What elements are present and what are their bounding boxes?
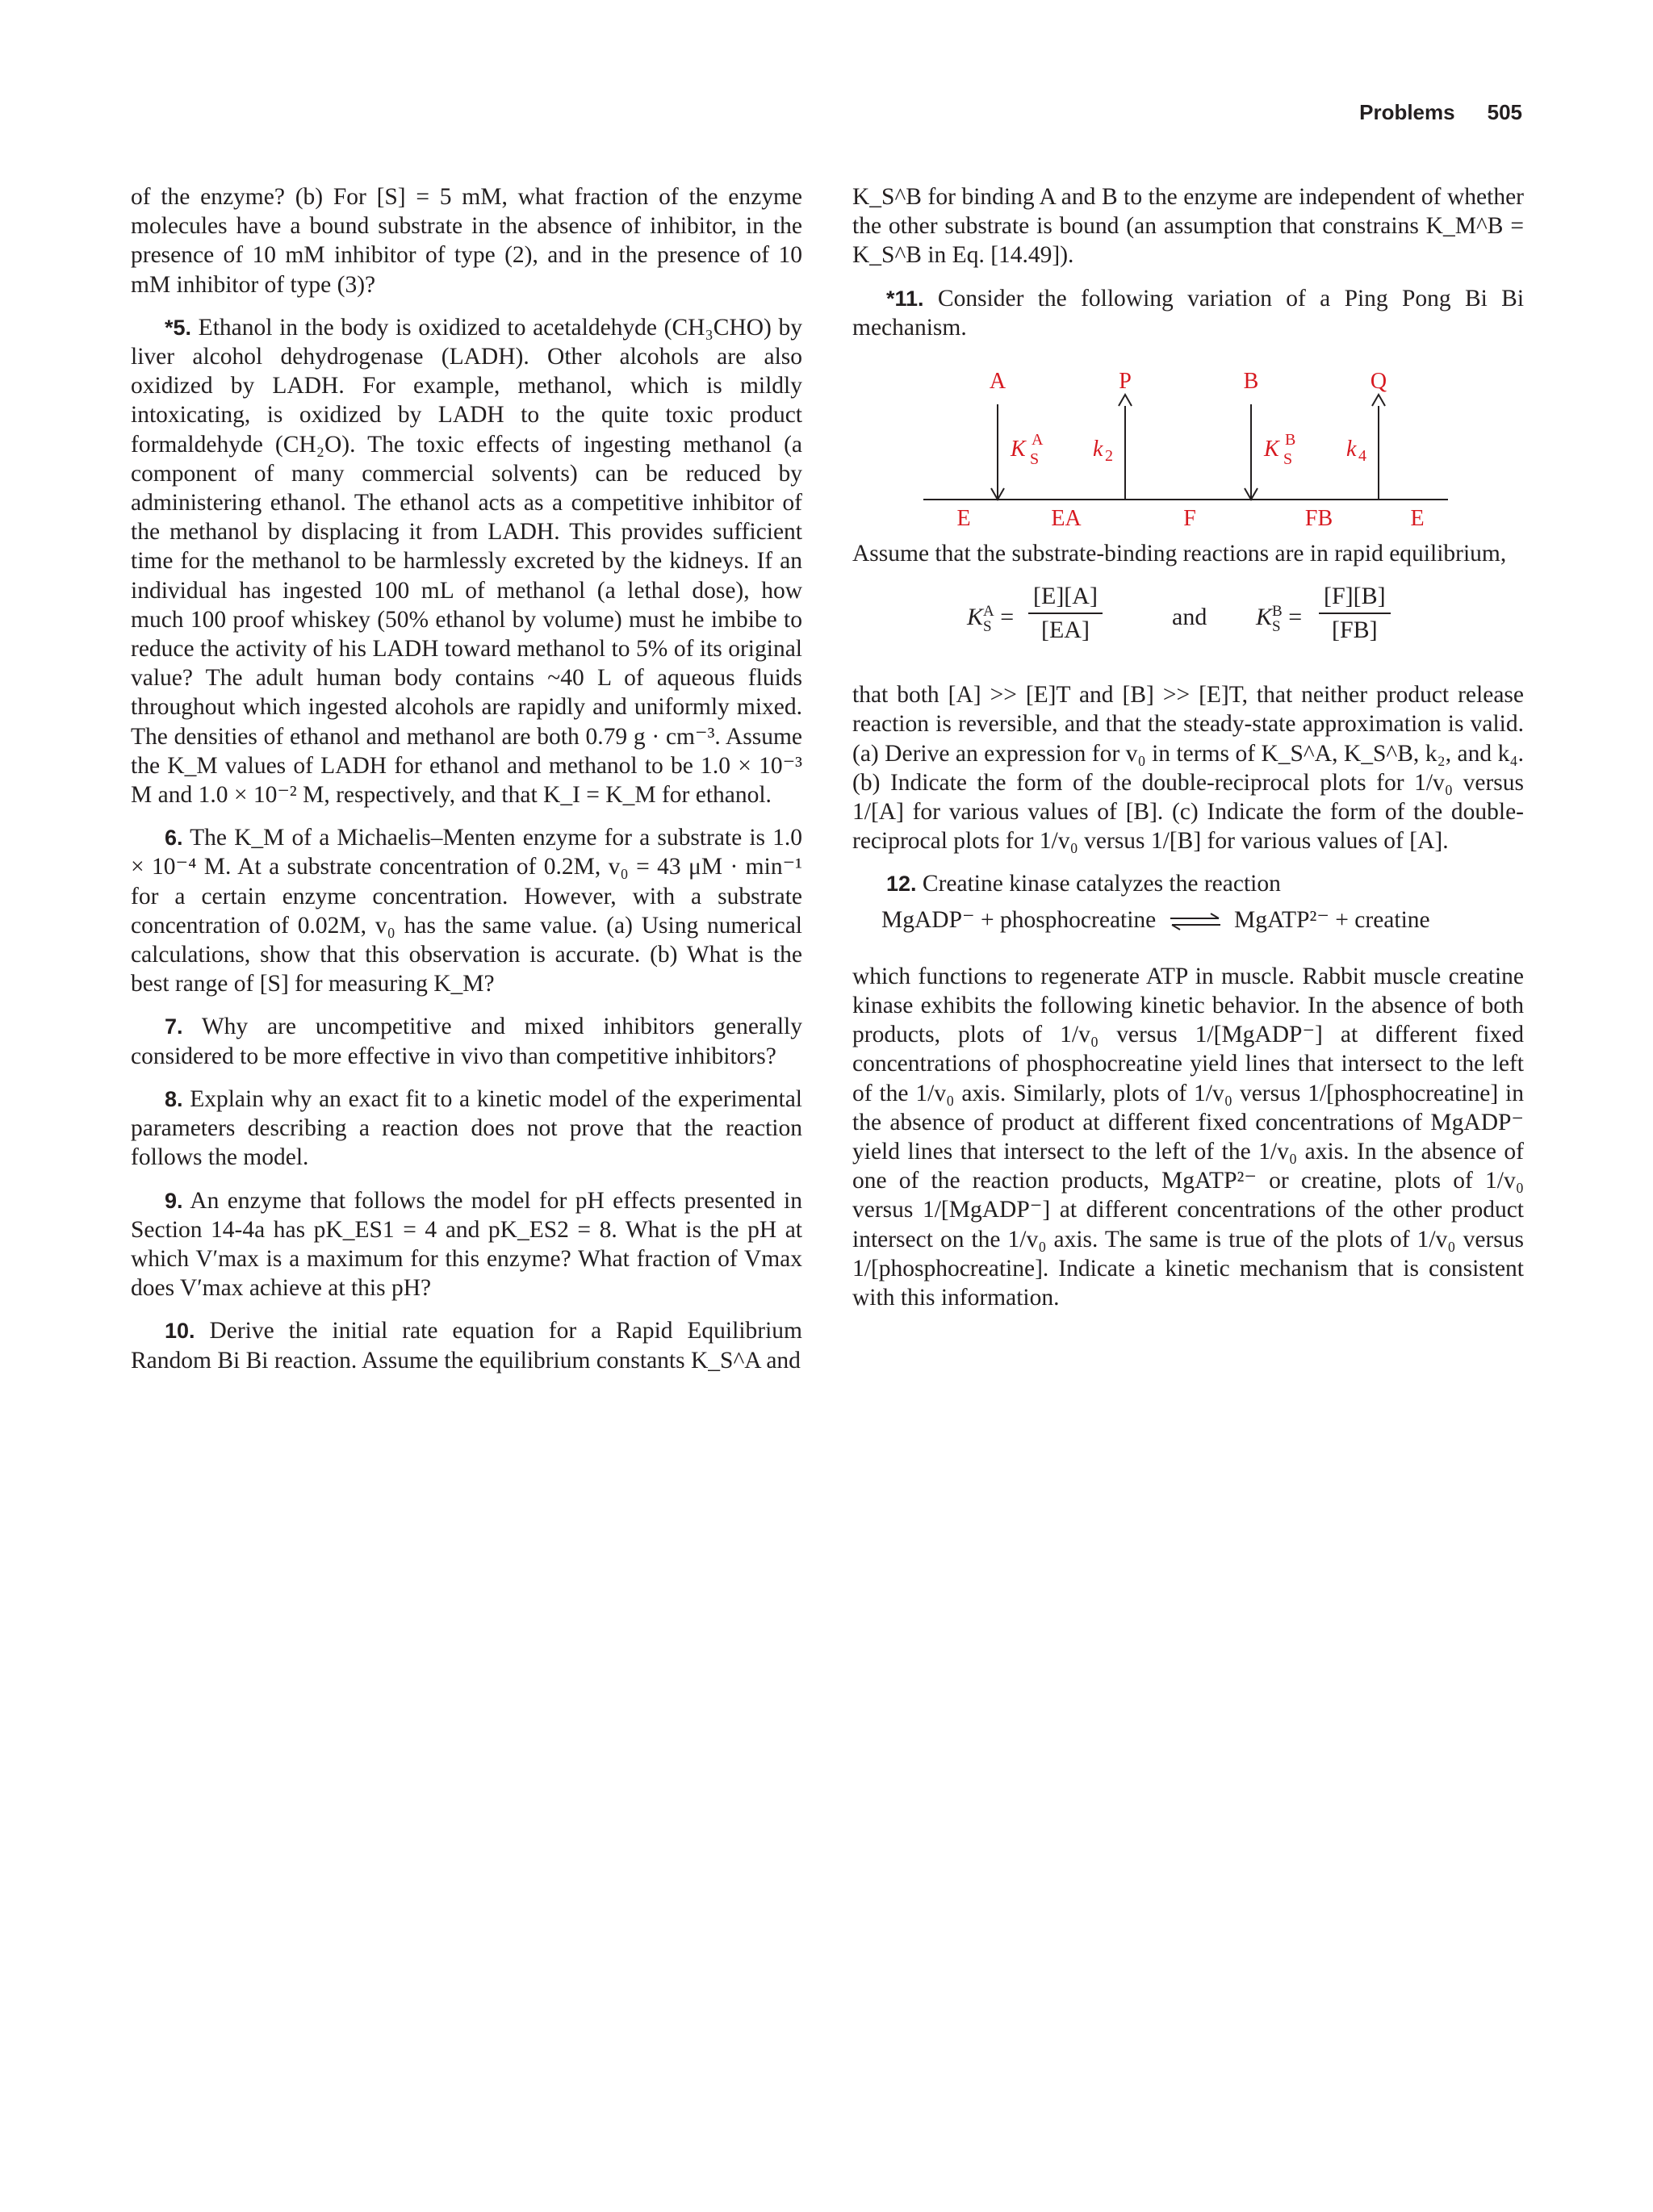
- problem-text: An enzyme that follows the model for pH effects presented in Section 14-4a has pK_ES1 = 4 and pK_ES2 = 8. What is the pH at which V′max is a maximum for this enzyme? What fraction of Vmax does V′max achieve at this pH?: [131, 1187, 802, 1302]
- problem-text: Derive the initial rate equation for a Rapid Equilibrium Random Bi Bi reaction. Assume the equilibrium constants K_S^A and: [131, 1318, 802, 1374]
- ks-b-sup: B: [1285, 431, 1296, 450]
- reaction-products: MgATP²⁻ + creatine: [1234, 906, 1430, 933]
- ks-a-fraction: $\frac{[E][A]}{[EA]}$: [1028, 582, 1103, 645]
- section-title: Problems: [1359, 100, 1455, 124]
- problem-5: [131, 313, 802, 809]
- species-e-final: E: [1410, 506, 1425, 530]
- label-q: Q: [1370, 369, 1387, 395]
- page-number: 505: [1487, 100, 1522, 124]
- ks-a-symbol: K A S =: [967, 603, 1015, 636]
- k4-sub: 4: [1358, 447, 1366, 466]
- problem-12-body: which functions to regenerate ATP in muscle. Rabbit muscle creatine kinase exhibits the following kinetic behavior. In the absence of both products, plots of 1/v₀ versus 1/[MgADP⁻] at different fixed concentrations of phosphocreatine yield lines that intersect to the left of the 1/v₀ axis. Similarly, plots of 1/v₀ versus 1/[phosphocreatine] in the absence of product at different fixed concentrations of MgADP⁻ yield lines that intersect to the left of the 1/v₀ axis. In the absence of one of the reaction products, MgATP²⁻ or creatine, plots of 1/v₀ versus 1/[MgADP⁻] at different concentrations of the other product intersect on the 1/v₀ axis. The same is true of the plots of 1/v₀ versus 1/[phosphocreatine]. Indicate a kinetic mechanism that is consistent with this information.: [852, 963, 1524, 1311]
- species-f: F: [1183, 506, 1196, 530]
- and-word: and: [1172, 604, 1207, 631]
- problem-10-continuation: K_S^B for binding A and B to the enzyme are independent of whether the other substrate is bound (an assumption that constrains K_M^B = K_S^B in Eq. [14.49]).: [852, 184, 1524, 269]
- mechanism-labels: [956, 369, 1424, 529]
- problem-7: [131, 1012, 802, 1070]
- ks-a-sub: S: [1030, 450, 1040, 469]
- problem-8: [131, 1085, 802, 1173]
- problem-text: Ethanol in the body is oxidized to acetaldehyde (CH₃CHO) by liver alcohol dehydrogenase (LADH). Other alcohols are also oxidized by LADH. For example, methanol, which is mildly intoxicating, is oxidized by LADH to the quite toxic product formaldehyde (CH₂O). The toxic effects of ingesting methanol (a component of many commercial solvents) can be reduced by administering ethanol. The ethanol acts as a competitive inhibitor of the methanol by displacing it from LADH. This provides sufficient time for the methanol to be harmlessly excreted by the kidneys. If an individual has ingested 100 mL of methanol (a lethal dose), how much 100 proof whiskey (50% ethanol by volume) must he imbibe to reduce the activity of his LADH toward methanol to 5% of its original value? The adult human body contains ~40 L of aqueous fluids throughout which ingested alcohols are rapidly and uniformly mixed. The densities of ethanol and methanol are both 0.79 g · cm⁻³. Assume the K_M values of LADH for ethanol and methanol to be 1.0 × 10⁻³ M and 1.0 × 10⁻² M, respectively, and that K_I = K_M for ethanol.: [131, 314, 803, 809]
- species-fb: FB: [1304, 506, 1333, 530]
- mechanism-svg: [852, 356, 1524, 529]
- problem-number: *11.: [886, 286, 924, 311]
- k4-k: k: [1346, 437, 1357, 462]
- problem-10: [131, 1316, 802, 1374]
- ks-b-k: K: [1264, 437, 1279, 462]
- equilibrium-arrow-icon: [1169, 913, 1222, 930]
- q-arrowhead: [1372, 395, 1385, 406]
- problem-number: 12.: [886, 872, 917, 897]
- right-column: [852, 182, 1524, 1326]
- species-e: E: [956, 506, 971, 530]
- equilibrium-equations: [852, 582, 1524, 656]
- problem-9: [131, 1186, 802, 1303]
- mechanism-lines: [923, 395, 1448, 500]
- ping-pong-mechanism-diagram: [852, 356, 1524, 529]
- problem-4-continuation: of the enzyme? (b) For [S] = 5 mM, what fraction of the enzyme molecules have a bound substrate in the absence of inhibitor, in the presence of 10 mM inhibitor of type (2), and in the presence of 10 mM inhibitor of type (3)?: [131, 184, 802, 298]
- problem-number: *5.: [165, 315, 192, 340]
- problem-text: Creatine kinase catalyzes the reaction: [922, 871, 1281, 897]
- problem-text: Consider the following variation of a Ping Pong Bi Bi mechanism.: [852, 285, 1525, 341]
- reaction-reactants: MgADP⁻ + phosphocreatine: [881, 906, 1157, 933]
- problem-6: [131, 823, 802, 998]
- running-header: [1359, 100, 1522, 125]
- ks-a-sup: A: [1032, 431, 1044, 450]
- species-ea: EA: [1051, 506, 1082, 530]
- problem-number: 6.: [165, 826, 183, 851]
- label-a: A: [989, 369, 1006, 395]
- problem-11-questions: that both [A] >> [E]T and [B] >> [E]T, that neither product release reaction is reversible, and that the steady-state approximation is valid. (a) Derive an expression for v₀ in terms of K_S^A, K_S^B, k₂, and k₄. (b) Indicate the form of the double-reciprocal plots for 1/v₀ versus 1/[A] for various values of [B]. (c) Indicate the form of the double-reciprocal plots for 1/v₀ versus 1/[B] for various values of [A].: [852, 682, 1524, 855]
- ks-b-fraction: $\frac{[F][B]}{[FB]}$: [1319, 582, 1391, 645]
- problem-number: 7.: [165, 1014, 183, 1039]
- label-p: P: [1119, 369, 1132, 395]
- k2-k: k: [1093, 437, 1103, 462]
- problem-11-assumption: Assume that the substrate-binding reactions are in rapid equilibrium,: [852, 541, 1507, 567]
- problem-number: 9.: [165, 1188, 183, 1213]
- ks-b-sub: S: [1283, 450, 1293, 469]
- left-column: [131, 182, 802, 1389]
- problem-text: Why are uncompetitive and mixed inhibitors generally considered to be more effective in vivo than competitive inhibitors?: [131, 1014, 803, 1069]
- k2-sub: 2: [1105, 447, 1113, 466]
- creatine-kinase-reaction: [881, 905, 1524, 935]
- problem-number: 8.: [165, 1086, 183, 1111]
- problem-text: Explain why an exact fit to a kinetic model of the experimental parameters describing a reaction does not prove that the reaction follows the model.: [131, 1085, 802, 1171]
- problem-11: [852, 284, 1524, 342]
- problem-text: The K_M of a Michaelis–Menten enzyme for a substrate is 1.0 × 10⁻⁴ M. At a substrate concentration of 0.2M, v₀ = 43 μM · min⁻¹ for a certain enzyme concentration. However, with a substrate concentration of 0.02M, v₀ has the same value. (a) Using numerical calculations, show that this observation is accurate. (b) What is the best range of [S] for measuring K_M?: [131, 825, 802, 997]
- problem-number: 10.: [165, 1319, 195, 1344]
- problem-12: [852, 869, 1524, 898]
- label-b: B: [1243, 369, 1259, 395]
- p-arrowhead: [1119, 395, 1132, 406]
- ks-b-symbol: K B S =: [1256, 603, 1303, 636]
- ks-a-k: K: [1011, 437, 1026, 462]
